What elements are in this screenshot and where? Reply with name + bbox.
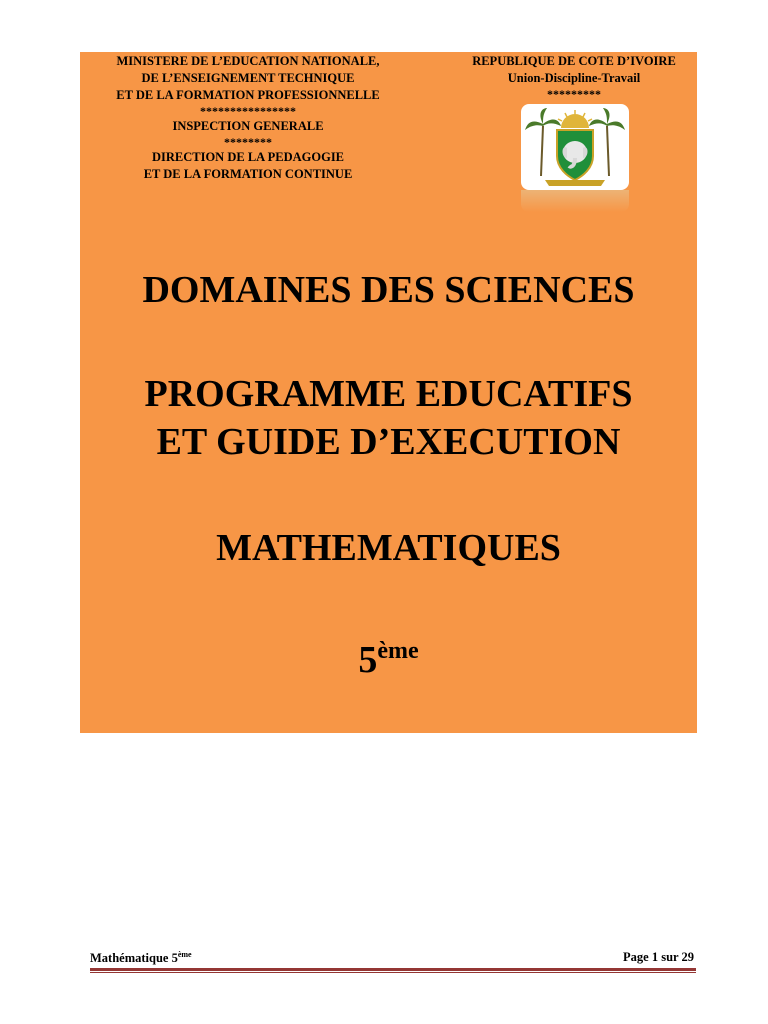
grade-level (80, 627, 697, 684)
footer-rule-thin (90, 972, 696, 973)
direction-line: ET DE LA FORMATION CONTINUE (143, 167, 353, 181)
footer-subject-suffix: ème (177, 950, 192, 959)
grade-suffix: ème (377, 638, 419, 664)
inspection-line: INSPECTION GENERALE (172, 119, 324, 133)
seal-reflection (521, 190, 629, 212)
grade-number: 5 (358, 639, 378, 681)
subject-title: MATHEMATIQUES (216, 527, 561, 569)
program-title-line1: PROGRAMME EDUCATIFS (144, 373, 633, 415)
separator-stars: ********* (547, 87, 601, 101)
domain-title: DOMAINES DES SCIENCES (142, 269, 635, 311)
page-footer (90, 949, 696, 969)
separator-stars: **************** (200, 104, 296, 118)
ministry-header (80, 52, 416, 183)
footer-rule (90, 968, 696, 971)
separator-stars: ******** (224, 135, 272, 149)
republic-motto: Union-Discipline-Travail (507, 71, 641, 85)
ministry-line: DE L’ENSEIGNEMENT TECHNIQUE (141, 71, 355, 85)
page-number: Page 1 sur 29 (623, 950, 694, 964)
republic-header (452, 52, 696, 101)
ministry-line: MINISTERE DE L’EDUCATION NATIONALE, (116, 54, 380, 68)
ministry-line: ET DE LA FORMATION PROFESSIONNELLE (116, 88, 380, 102)
footer-subject (90, 950, 192, 966)
republic-name: REPUBLIQUE DE COTE D’IVOIRE (472, 54, 676, 68)
program-title-line2: ET GUIDE D’EXECUTION (156, 421, 621, 463)
coat-of-arms-icon (521, 104, 629, 190)
footer-subject-text: Mathématique 5 (90, 951, 178, 965)
direction-line: DIRECTION DE LA PEDAGOGIE (151, 150, 345, 164)
coat-of-arms-graphic (521, 104, 629, 190)
cover-panel (80, 52, 697, 733)
